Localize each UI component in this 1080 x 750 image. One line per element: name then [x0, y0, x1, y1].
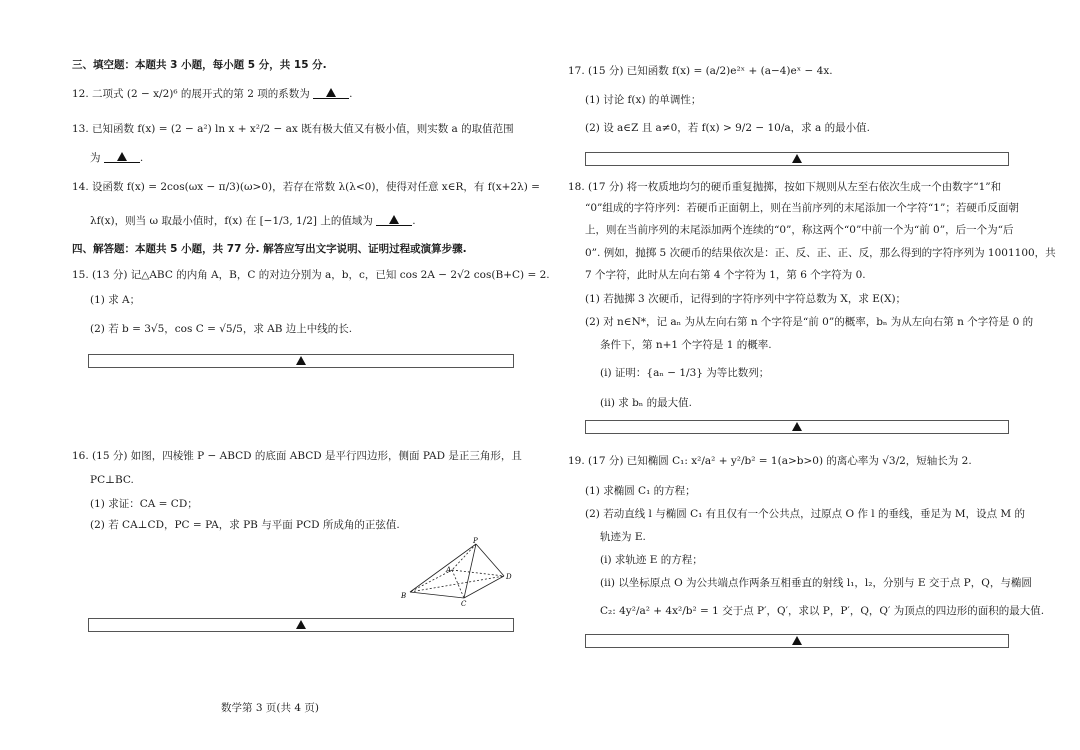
question-18-line-3: 上，则在当前序列的末尾添加两个连续的“0”，称这两个“0”中前一个为“前 0”，后一个为“后 [585, 224, 1014, 236]
question-15-part-1: (1) 求 A； [90, 294, 141, 306]
question-19-part-2-ii: (ii) 以坐标原点 O 为公共端点作两条互相垂直的射线 l₁，l₂，分别与 E 交于点 P，Q，与椭圆 [600, 577, 1032, 589]
question-18-part-2-i: (i) 证明：{aₙ − 1/3} 为等比数列； [600, 367, 770, 379]
question-13-text: 为 [90, 152, 101, 164]
label-c: C [461, 600, 467, 608]
question-12-text: 12. 二项式 (2 − x/2)⁶ 的展开式的第 2 项的系数为 [72, 88, 310, 100]
triangle-marker-icon [792, 154, 802, 163]
triangle-marker-icon [326, 88, 336, 97]
triangle-marker-icon [389, 215, 399, 224]
question-18: 18. (17 分) 将一枚质地均匀的硬币重复抛掷，按如下规则从左至右依次生成一个由数字“1”和 [568, 181, 1002, 193]
question-14-end: . [412, 215, 416, 227]
question-15: 15. (13 分) 记△ABC 的内角 A，B，C 的对边分别为 a，b，c，已知 cos 2A − 2√2 cos(B+C) = 2. [72, 269, 550, 281]
question-18-part-2: (2) 对 n∈N*，记 aₙ 为从左向右第 n 个字符是“前 0”的概率，bₙ 为从左向右第 n 个字符是 0 的 [585, 316, 1034, 328]
answer-area-18[interactable] [585, 420, 1009, 434]
label-b: B [401, 592, 407, 600]
triangle-marker-icon [117, 152, 127, 161]
section-4-heading: 四、解答题：本题共 5 小题，共 77 分. 解答应写出文字说明、证明过程或演算步骤. [72, 243, 467, 255]
question-17-part-1: (1) 讨论 f(x) 的单调性； [585, 94, 702, 106]
question-19-part-2: (2) 若动直线 l 与椭圆 C₁ 有且仅有一个公共点，过原点 O 作 l 的垂线，垂足为 M，设点 M 的 [585, 508, 1025, 520]
question-19-part-2-cont: 轨迹为 E. [600, 531, 646, 543]
question-17: 17. (15 分) 已知函数 f(x) = (a/2)e²ˣ + (a−4)eˣ − 4x. [568, 65, 833, 77]
answer-area-17[interactable] [585, 152, 1009, 166]
answer-area-19[interactable] [585, 634, 1009, 648]
question-19: 19. (17 分) 已知椭圆 C₁: x²/a² + y²/b² = 1(a>b>0) 的离心率为 √3/2，短轴长为 2. [568, 455, 972, 467]
triangle-marker-icon [792, 636, 802, 645]
question-12-end: . [349, 88, 353, 100]
question-15-part-2: (2) 若 b = 3√5，cos C = √5/5，求 AB 边上中线的长. [90, 323, 353, 335]
question-13-cont [90, 150, 143, 165]
question-18-part-1: (1) 若抛掷 3 次硬币，记得到的字符序列中字符总数为 X，求 E(X)； [585, 293, 907, 305]
question-13: 13. 已知函数 f(x) = (2 − a²) ln x + x²/2 − ax 既有极大值又有极小值，则实数 a 的取值范围 [72, 123, 514, 135]
section-3-heading: 三、填空题：本题共 3 小题，每小题 5 分，共 15 分. [72, 59, 327, 71]
question-12 [72, 86, 352, 101]
question-19-part-2-ii-cont: C₂: 4y²/a² + 4x²/b² = 1 交于点 P′，Q′，求以 P，P′，Q，Q′ 为顶点的四边形的面积的最大值. [600, 605, 1045, 617]
question-19-part-2-i: (i) 求轨迹 E 的方程； [600, 554, 703, 566]
question-17-part-2: (2) 设 a∈Z 且 a≠0，若 f(x) > 9/2 − 10/a，求 a 的最小值. [585, 122, 870, 134]
question-16-cont: PC⊥BC. [90, 474, 134, 486]
question-19-part-1: (1) 求椭圆 C₁ 的方程； [585, 485, 696, 497]
question-18-part-2-ii: (ii) 求 bₙ 的最大值. [600, 397, 693, 409]
label-d: D [506, 573, 512, 581]
question-16: 16. (15 分) 如图，四棱锥 P − ABCD 的底面 ABCD 是平行四边形，侧面 PAD 是正三角形，且 [72, 450, 522, 462]
question-18-line-5: 7 个字符，此时从左向右第 4 个字符为 1，第 6 个字符为 0. [585, 269, 866, 281]
question-13-end: . [139, 152, 144, 164]
pyramid-figure [398, 536, 522, 608]
question-14-cont [90, 213, 416, 228]
answer-blank[interactable] [313, 86, 349, 99]
question-14: 14. 设函数 f(x) = 2cos(ωx − π/3)(ω>0)，若存在常数 λ(λ<0)，使得对任意 x∈R，有 f(x+2λ) = [72, 181, 540, 193]
question-18-line-4: 0”. 例如，抛掷 5 次硬币的结果依次是：正、反、正、正、反，那么得到的字符序列为 1001100，共 [585, 247, 1056, 259]
triangle-marker-icon [296, 356, 306, 365]
question-14-text: λf(x)，则当 ω 取最小值时，f(x) 在 [−1/3, 1/2] 上的值域为 [90, 215, 373, 227]
triangle-marker-icon [296, 620, 306, 629]
question-16-part-2: (2) 若 CA⊥CD，PC = PA，求 PB 与平面 PCD 所成角的正弦值. [90, 519, 400, 531]
answer-area-16[interactable] [88, 618, 514, 632]
answer-area-15[interactable] [88, 354, 514, 368]
question-18-part-2-cont: 条件下，第 n+1 个字符是 1 的概率. [600, 339, 772, 351]
answer-blank[interactable] [376, 213, 412, 226]
question-18-line-2: “0”组成的字符序列：若硬币正面朝上，则在当前序列的末尾添加一个字符“1”；若硬币反面朝 [585, 202, 1019, 214]
answer-blank[interactable] [104, 150, 140, 163]
triangle-marker-icon [792, 422, 802, 431]
question-16-part-1: (1) 求证：CA = CD； [90, 498, 198, 510]
label-a: A [446, 566, 452, 574]
page-footer: 数学第 3 页(共 4 页) [221, 702, 319, 714]
label-p: P [473, 537, 478, 545]
